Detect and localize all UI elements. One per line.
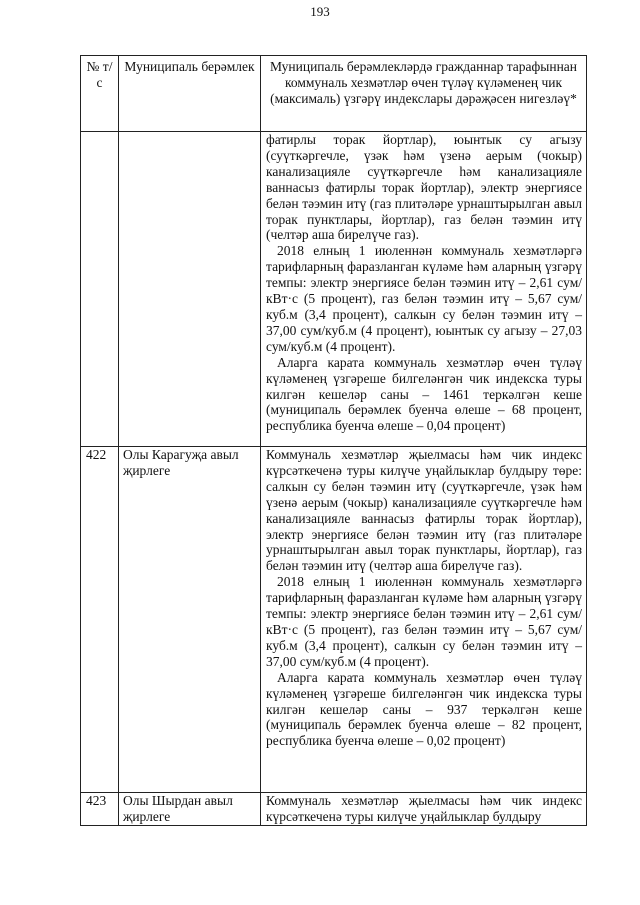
row-municipality: Олы Карагуҗа авыл җирлеге	[119, 447, 261, 793]
header-number: № т/с	[81, 56, 119, 132]
row-description	[261, 793, 587, 826]
page-number: 193	[310, 4, 330, 19]
description-paragraph: 2018 елның 1 июленнән коммуналь хезмәтләргә тарифларның фаразланган күләме һәм аларның үзгәрү темпы: электр энергиясе белән тәэмин итү – 2,61 сум/кВт·с (5 процент), газ белән тәэмин итү – 5,67 сум/куб.м (3,4 процент), салкын су белән тәэмин итү – 37,00 сум/куб.м (4 процент), юынтык су агызу – 27,03 сум/куб.м (4 процент).	[266, 243, 582, 354]
header-basis: Муниципаль берәмлекләрдә гражданнар тарафыннан коммуналь хезмәтләр өчен түләү күләменең чик (максималь) үзгәрү индекслары дәрәҗәсен нигезләү*	[261, 56, 587, 132]
table-row	[81, 793, 587, 826]
municipal-index-table	[80, 55, 587, 826]
row-number	[81, 132, 119, 447]
description-paragraph: Аларга карата коммуналь хезмәтләр өчен түләү күләменең үзгәреше билгеләнгән чик индекска туры килгән кешеләр саны – 1461 теркәлгән кеше (муниципаль берәмлек буенча өлеше – 68 процент, республика буенча өлеше – 0,04 процент)	[266, 354, 582, 434]
description-paragraph: 2018 елның 1 июленнән коммуналь хезмәтләргә тарифларның фаразланган күләме һәм аларның үзгәрү темпы: электр энергиясе белән тәэмин итү – 2,61 сум/кВт·с (5 процент), газ белән тәэмин итү – 5,67 сум/куб.м (3,4 процент), салкын су белән тәэмин итү – 37,00 сум/куб.м (4 процент).	[266, 574, 582, 669]
row-municipality	[119, 132, 261, 447]
table-header-row	[81, 56, 587, 132]
header-municipality: Муниципаль берәмлек	[119, 56, 261, 132]
description-paragraph: Коммуналь хезмәтләр җыелмасы һәм чик индекс күрсәткеченә туры килүче уңайлыклар булдыру төре: салкын су белән тәэмин итү (суүткәргечле, үзәк һәм үзенә аерым (чокыр) канализацияле суүткәргечле һәм канализацияле ваннасыз фатирлы торак йортлар), электр энергиясе белән тәэмин итү (газ плитәләре урнаштырылган авыл торак пунктлары, йортлар), газ белән тәэмин итү (челтәр аша бирелүче газ).	[266, 447, 582, 574]
row-number: 422	[81, 447, 119, 793]
row-description	[261, 447, 587, 793]
table-row	[81, 132, 587, 447]
row-description	[261, 132, 587, 447]
description-paragraph: Аларга карата коммуналь хезмәтләр өчен түләү күләменең үзгәреше билгеләнгән чик индекска туры килгән кешеләр саны – 937 теркәлгән кеше (муниципаль берәмлек буенча өлеше – 82 процент, республика буенча өлеше – 0,02 процент)	[266, 669, 582, 749]
description-paragraph: фатирлы торак йортлар), юынтык су агызу (суүткәргечле, үзәк һәм үзенә аерым (чокыр) канализацияле суүткәргечле һәм канализацияле ваннасыз фатирлы торак йортлар), электр энергиясе белән тәэмин итү (газ плитәләре урнаштырылган авыл торак пунктлары, йортлар), газ белән тәэмин итү (челтәр аша бирелүче газ).	[266, 132, 582, 243]
description-paragraph: Коммуналь хезмәтләр җыелмасы һәм чик индекс күрсәткеченә туры килүче уңайлыклар булдыру	[266, 793, 582, 824]
row-number: 423	[81, 793, 119, 826]
row-municipality: Олы Шырдан авыл җирлеге	[119, 793, 261, 826]
table-row	[81, 447, 587, 793]
